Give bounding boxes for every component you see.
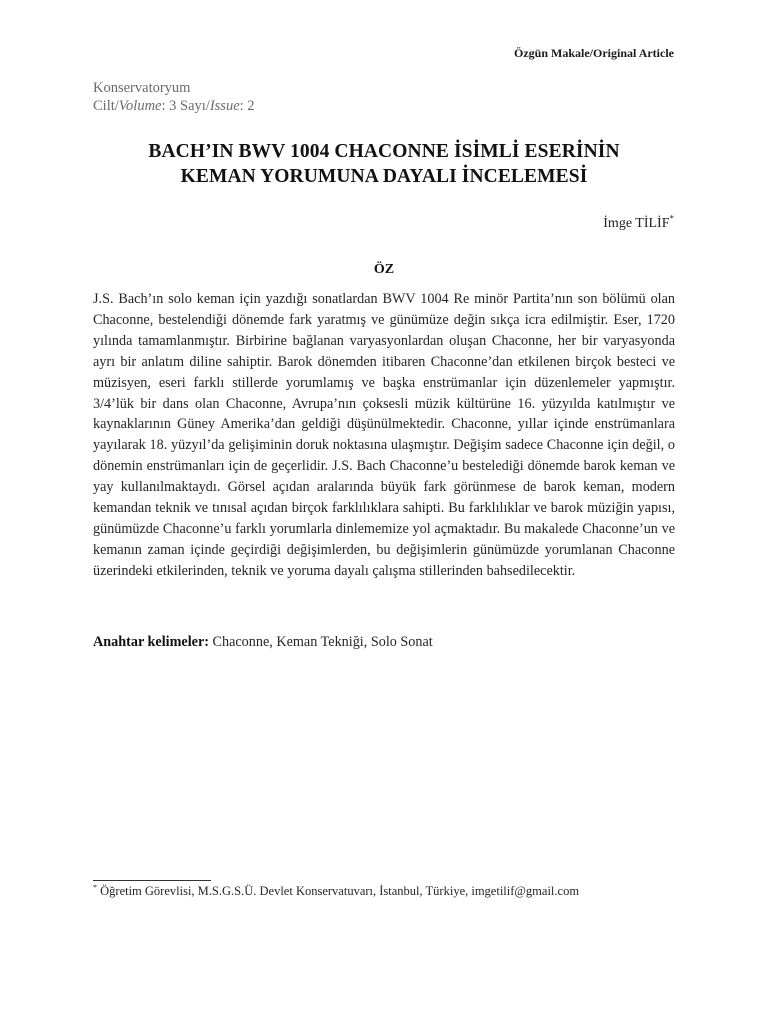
footnote-mark: * [93,882,97,892]
article-title [93,139,675,189]
keywords-label: Anahtar kelimeler: [93,634,209,650]
abstract-text: J.S. Bach’ın solo keman için yazdığı sonatlardan BWV 1004 Re minör Partita’nın son bölümü olan Chaconne, bestelendiği dönemde fark yaratmış ve günümüze değin sıkça icra edilmiştir. Eser, 1720 yılında tamamlanmıştır. Birbirine bağlanan varyasyonlardan oluşan Chaconne, her bir varyasyonda ayrı bir anlatım diline sahiptir. Barok dönemden itibaren Chaconne’dan etkilenen birçok besteci ve müzisyen, eseri farklı stillerde yorumlamış ve başka enstrümanlar için düzenlemeler yapmıştır. 3/4’lük bir dans olan Chaconne, Avrupa’nın çoksesli müzik kültürüne 16. yüzyılda katılmıştır ve kaynaklarının Güney Amerika’dan geldiği düşünülmektedir. Chaconne, yıllar içinde enstrümanlara yayılarak 18. yüzyıl’da gelişiminin doruk noktasına ulaşmıştır. Değişim sadece Chaconne için değil, o dönemin enstrümanları için de geçerlidir. J.S. Bach Chaconne’u bestelediği dönemde barok keman ve yay kullanılmaktaydı. Görsel açıdan aralarında büyük fark görünmese de barok keman, modern kemandan teknik ve tınısal açıdan birçok farklılıklara sahipti. Bu farklılıklar ve barok müziğin yapısı, günümüzde Chaconne’u farklı yorumlarla dinlememize yol açmaktadır. Bu makalede Chaconne’un ve kemanın zaman içinde geçirdiği değişimlerden, bu değişimlerin günümüzde yorumlanan Chaconne üzerindeki etkilerinden, teknik ve yoruma dayalı çalışma stillerinden bahsedilecektir. [93,291,675,579]
footnote [93,884,579,899]
volume-label-tr: Cilt/ [93,98,119,114]
author-name [603,213,674,232]
abstract-heading: ÖZ [373,262,395,277]
footnote-divider [93,880,211,881]
keywords-list: Chaconne, Keman Tekniği, Solo Sonat [208,634,433,650]
article-title-line-2: KEMAN YORUMUNA DAYALI İNCELEMESİ [180,166,588,187]
issue-label-en: Issue [209,98,240,114]
keywords-line [93,634,675,651]
journal-volume-issue [93,97,255,115]
author-name-text: İmge TİLİF [603,216,670,231]
journal-name: Konservatoryum [93,80,191,96]
article-title-line-1: BACH’IN BWV 1004 CHACONNE İSİMLİ ESERİNİN [148,141,620,162]
article-type-label: Özgün Makale/Original Article [514,46,674,60]
footnote-text: Öğretim Görevlisi, M.S.G.S.Ü. Devlet Konservatuvarı, İstanbul, Türkiye, imgetilif@gmail.com [97,884,580,898]
volume-value: : 3 Sayı/ [161,98,210,114]
author-footnote-mark: * [669,213,674,224]
issue-value: : 2 [239,98,255,114]
volume-label-en: Volume [118,98,162,114]
journal-info [93,79,255,115]
